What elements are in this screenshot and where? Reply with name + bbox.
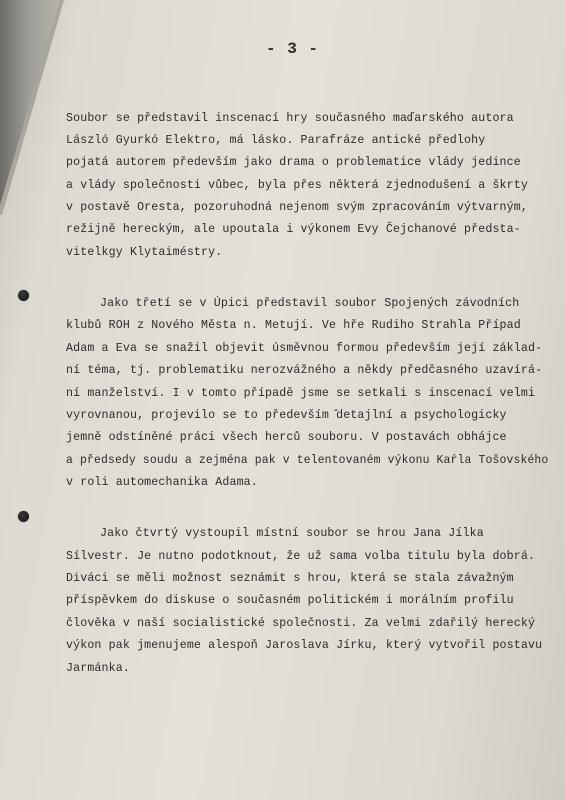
punch-hole xyxy=(18,290,29,301)
text-line: Jako třetí se v Úpici představil soubor Spojených závodních xyxy=(100,297,520,310)
page-edge-shadow xyxy=(0,0,70,800)
punch-hole xyxy=(18,511,29,522)
text-line: ní téma, tj. problematiku nerozvážného a někdy předčasného uzavírá- xyxy=(66,364,543,377)
text-line: jemně odstíněné práci všech herců souboru. V postavách obhájce xyxy=(66,431,507,444)
text-line: výkon pak jmenujeme alespoň Jaroslava Jírku, který vytvořil postavu xyxy=(66,639,543,652)
text-line: vyrovnanou, projevilo se to především ̌detajlní a psychologicky xyxy=(66,409,507,422)
text-line: vitelkgy Klytaiméstry. xyxy=(66,246,223,259)
text-line: Soubor se představil inscenací hry současného maďarského autora xyxy=(66,112,514,125)
text-line: a vlády společnosti vůbec, byla přes některá zjednodušení a škrty xyxy=(66,179,528,192)
text-line: v roli automechanika Adama. xyxy=(66,476,258,489)
text-line: v postavě Oresta, pozoruhodná nejenom svým zpracováním výtvarným, xyxy=(66,201,528,214)
text-line: pojatá autorem především jako drama o problematice vlády jedince xyxy=(66,156,521,169)
text-line: Adam a Eva se snažil objevit úsměvnou formou především její základ- xyxy=(66,342,543,355)
text-line: ní manželství. I v tomto případě jsme se setkali s inscenací velmi xyxy=(66,387,536,400)
text-line: klubů ROH z Nového Města n. Metují. Ve hře Rudiho Strahla Případ xyxy=(66,319,521,332)
text-line: Diváci se měli možnost seznámit s hrou, která se stala závažným xyxy=(66,572,514,585)
text-line: Sílvestr. Je nutno podotknout, že už sama volba titulu byla dobrá. xyxy=(66,550,536,563)
text-line: příspěvkem do diskuse o současném politickém i morálním profilu xyxy=(66,594,514,607)
text-line: režijně hereckým, ale upoutala i výkonem Evy Čejchanové předsta- xyxy=(66,223,521,236)
text-line: a předsedy soudu a zejména pak v telentovaném výkonu Kaŕla Tošovského xyxy=(66,454,549,467)
page-number: - 3 - xyxy=(266,40,320,58)
text-line: László Gyurkó Elektro, má lásko. Parafráze antické předlohy xyxy=(66,134,486,147)
text-line: člověka v naší socialistické společnosti. Za velmi zdařilý herecký xyxy=(66,617,536,630)
text-line: Jarmánka. xyxy=(66,662,130,675)
text-line: Jako čtvrtý vystoupil místní soubor se hrou Jana Jílka xyxy=(100,527,484,540)
